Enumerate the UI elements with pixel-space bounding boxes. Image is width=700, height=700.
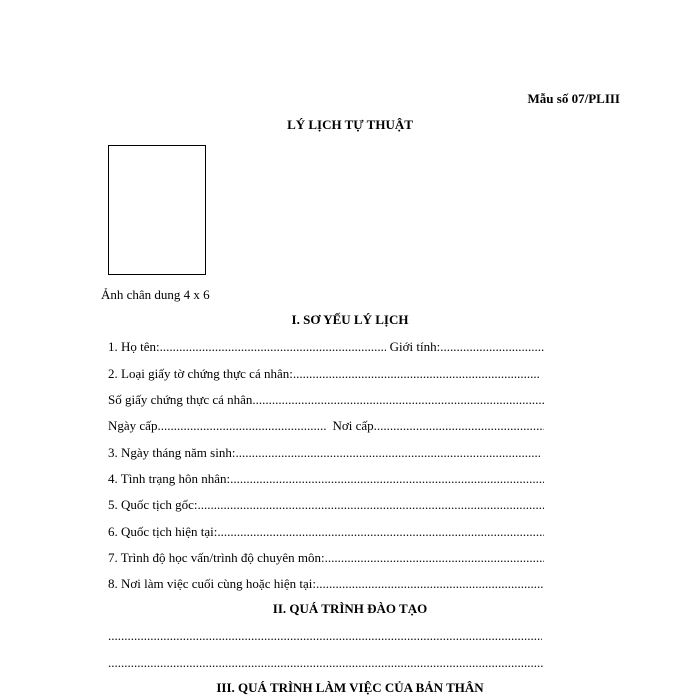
full-name-row <box>108 339 544 355</box>
current-nationality-field[interactable] <box>217 524 544 540</box>
training-line-2[interactable] <box>108 655 544 671</box>
education-field[interactable] <box>325 550 544 566</box>
issue-date-field[interactable] <box>157 418 327 434</box>
id-doc-type-field[interactable] <box>293 366 540 382</box>
full-name-field[interactable] <box>160 339 386 355</box>
education-row <box>108 550 544 566</box>
section3-heading: III. QUÁ TRÌNH LÀM VIỆC CỦA BẢN THÂN <box>216 680 484 695</box>
issue-row <box>108 418 544 434</box>
birth-date-field[interactable] <box>235 445 540 461</box>
id-doc-type-row <box>108 366 540 382</box>
birth-date-row <box>108 445 540 461</box>
issue-place-field[interactable] <box>374 418 544 434</box>
page-title: LÝ LỊCH TỰ THUẬT <box>287 117 413 132</box>
full-name-label: 1. Họ tên: <box>108 339 160 354</box>
current-nationality-label: 6. Quốc tịch hiện tại: <box>108 524 218 539</box>
marital-status-label: 4. Tình trạng hôn nhân: <box>108 471 231 486</box>
issue-date-label: Ngày cấp <box>108 418 158 433</box>
id-doc-type-label: 2. Loại giấy tờ chứng thực cá nhân: <box>108 366 293 381</box>
photo-placeholder <box>108 145 206 275</box>
issue-place-label: Nơi cấp <box>332 418 374 433</box>
workplace-row <box>108 576 544 592</box>
training-line-1[interactable] <box>108 628 542 644</box>
id-doc-number-row <box>108 392 544 408</box>
birth-date-label: 3. Ngày tháng năm sinh: <box>108 445 236 460</box>
section1-heading: I. SƠ YẾU LÝ LỊCH <box>291 312 409 327</box>
form-code: Mẫu số 07/PLIII <box>527 91 620 106</box>
original-nationality-label: 5. Quốc tịch gốc: <box>108 497 198 512</box>
workplace-field[interactable] <box>316 576 544 592</box>
education-label: 7. Trình độ học vấn/trình độ chuyên môn: <box>108 550 325 565</box>
workplace-label: 8. Nơi làm việc cuối cùng hoặc hiện tại: <box>108 576 316 591</box>
section2-heading: II. QUÁ TRÌNH ĐÀO TẠO <box>272 601 428 616</box>
gender-label: Giới tính: <box>389 339 441 354</box>
original-nationality-row <box>108 497 544 513</box>
gender-field[interactable] <box>440 339 544 355</box>
id-doc-number-field[interactable] <box>252 392 544 408</box>
id-doc-number-label: Số giấy chứng thực cá nhân <box>108 392 253 407</box>
marital-status-field[interactable] <box>230 471 544 487</box>
photo-caption: Ảnh chân dung 4 x 6 <box>101 287 210 302</box>
current-nationality-row <box>108 524 544 540</box>
original-nationality-field[interactable] <box>198 497 544 513</box>
marital-status-row <box>108 471 544 487</box>
